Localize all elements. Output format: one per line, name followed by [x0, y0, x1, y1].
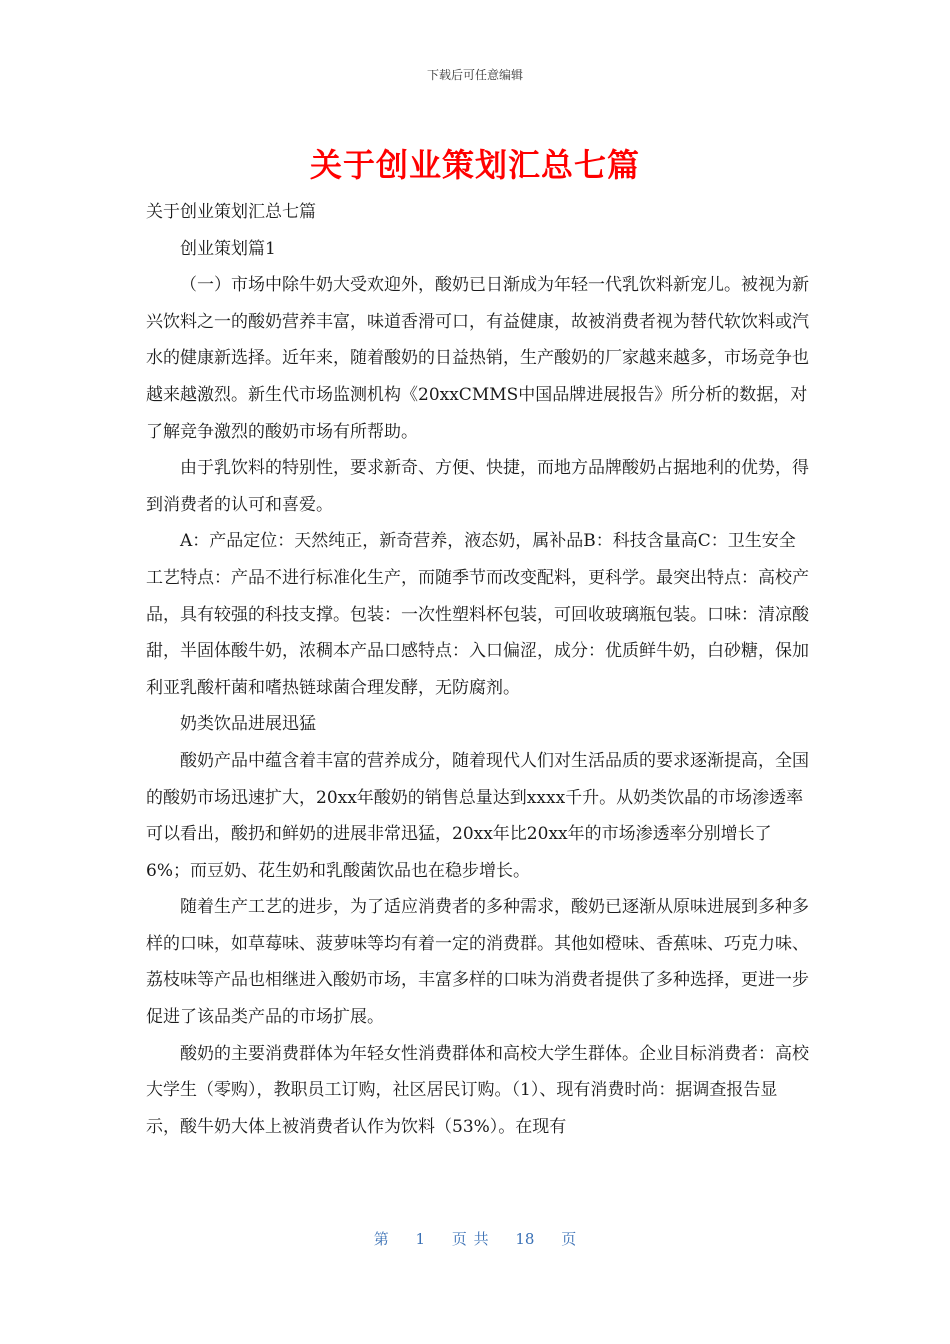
- footer-label-end: 页: [561, 1230, 577, 1248]
- section-heading: 奶类饮品进展迅猛: [180, 714, 316, 735]
- document-body: [146, 194, 810, 1145]
- footer-label-page: 第: [373, 1230, 389, 1248]
- footer-total-pages: 18: [515, 1230, 535, 1248]
- footer-label-of: 页 共: [451, 1230, 489, 1248]
- paragraph: 酸奶产品中蕴含着丰富的营养成分，随着现代人们对生活品质的要求逐渐提高，全国的酸奶市场迅速扩大，20xx年酸奶的销售总量达到xxxx千升。从奶类饮晶的市场渗透率可以看出，酸扔和鲜奶的进展非常迅猛，20xx年比20xx年的市场渗透率分别增长了6%；而豆奶、花生奶和乳酸菌饮品也在稳步增长。: [146, 750, 809, 881]
- section-heading: 创业策划篇1: [180, 238, 276, 259]
- paragraph: A：产品定位：天然纯正，新奇营养，液态奶，属补品B：科技含量高C：卫生安全工艺特点：产品不进行标准化生产，而随季节而改变配料，更科学。最突出特点：高校产品，具有较强的科技支撑。包装：一次性塑料杯包装，可回收玻璃瓶包装。口味：清凉酸甜，半固体酸牛奶，浓稠本产品口感特点：入口偏涩，成分：优质鲜牛奶，白砂糖，保加利亚乳酸杆菌和嗜热链球菌合理发酵，无防腐剂。: [146, 531, 809, 698]
- document-title: 关于创业策划汇总七篇: [309, 146, 640, 184]
- paragraph: 关于创业策划汇总七篇: [146, 202, 316, 222]
- paragraph: 随着生产工艺的进步，为了适应消费者的多种需求，酸奶已逐渐从原味进展到多种多样的口味，如草莓味、菠萝味等均有着一定的消费群。其他如橙味、香蕉味、巧克力味、荔枝味等产品也相继进入酸奶市场，丰富多样的口味为消费者提供了多种选择，更进一步促进了该品类产品的市场扩展。: [146, 897, 809, 1028]
- paragraph: 由于乳饮料的特别性，要求新奇、方便、快捷，而地方品牌酸奶占据地利的优势，得到消费者的认可和喜爱。: [146, 458, 809, 515]
- page-header-note: 下载后可任意编辑: [426, 68, 523, 82]
- footer-current-page: 1: [415, 1230, 426, 1248]
- paragraph: （一）市场中除牛奶大受欢迎外，酸奶已日渐成为年轻一代乳饮料新宠儿。被视为新兴饮料之一的酸奶营养丰富，味道香滑可口，有益健康，故被消费者视为替代软饮料或汽水的健康新选择。近年来，随着酸奶的日益热销，生产酸奶的厂家越来越多，市场竞争也越来越激烈。新生代市场监测机构《20xxCMMS中国品牌进展报告》所分析的数据，对了解竞争激烈的酸奶市场有所帮助。: [146, 275, 809, 442]
- paragraph: 酸奶的主要消费群体为年轻女性消费群体和高校大学生群体。企业目标消费者：高校大学生（零购），教职员工订购，社区居民订购。（1）、现有消费时尚：据调查报告显示，酸牛奶大体上被消费者认作为饮料（53%）。在现有: [146, 1043, 809, 1137]
- page-footer: [0, 1228, 950, 1249]
